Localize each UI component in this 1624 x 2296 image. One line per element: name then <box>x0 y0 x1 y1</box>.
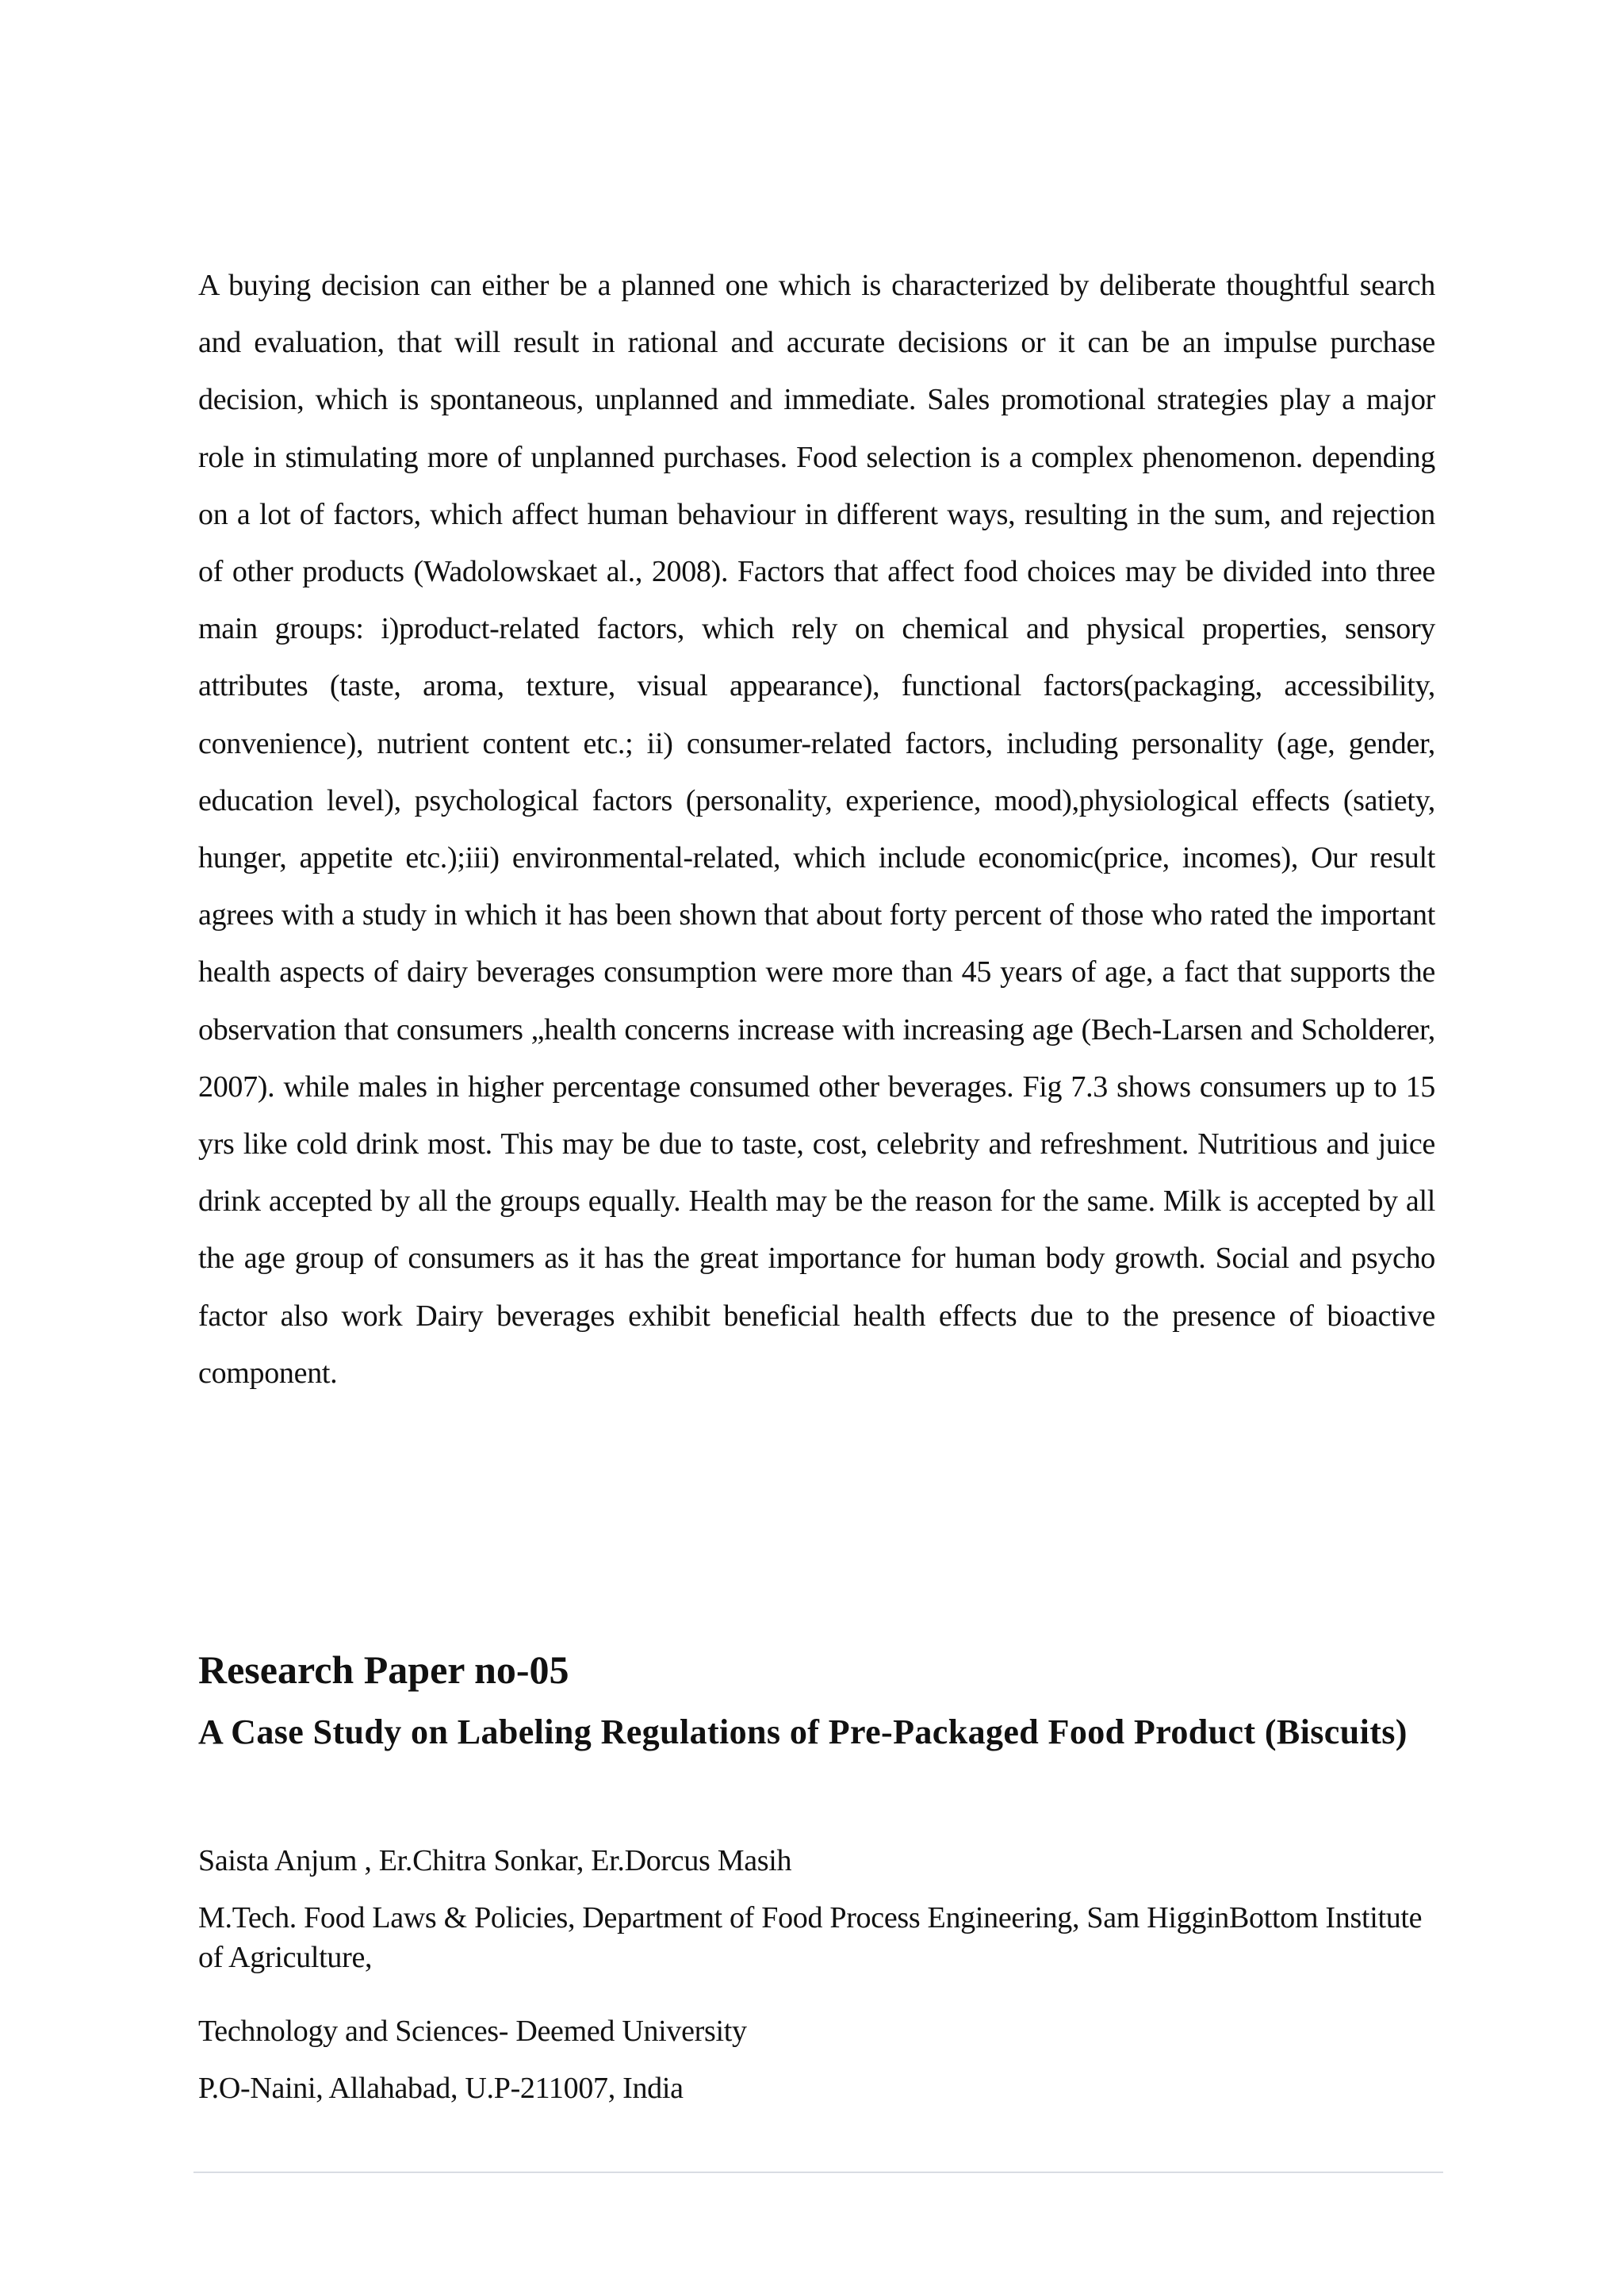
paper-title: A Case Study on Labeling Regulations of Pre-Packaged Food Product (Biscuits) <box>198 1712 1408 1751</box>
body-paragraph: A buying decision can either be a planned one which is characterized by deliberate thoughtful search and evaluation, that will result in rational and accurate decisions or it can be an impulse purchase decision, which is spontaneous, unplanned and immediate. Sales promotional strategies play a major role in stimulating more of unplanned purchases. Food selection is a complex phenomenon. depending on a lot of factors, which affect human behaviour in different ways, resulting in the sum, and rejection of other products (Wadolowskaet al., 2008). Factors that affect food choices may be divided into three main groups: i)product-related factors, which rely on chemical and physical properties, sensory attributes (taste, aroma, texture, visual appearance), functional factors(packaging, accessibility, convenience), nutrient content etc.; ii) consumer-related factors, including personality (age, gender, education level), psychological factors (personality, experience, mood),physiological effects (satiety, hunger, appetite etc.);iii) environmental-related, which include economic(price, incomes), Our result agrees with a study in which it has been shown that about forty percent of those who rated the important health aspects of dairy beverages consumption were more than 45 years of age, a fact that supports the observation that consumers „health concerns increase with increasing age (Bech-Larsen and Scholderer, 2007). while males in higher percentage consumed other beverages. Fig 7.3 shows consumers up to 15 yrs like cold drink most. This may be due to taste, cost, celebrity and refreshment. Nutritious and juice drink accepted by all the groups equally. Health may be the reason for the same. Milk is accepted by all the age group of consumers as it has the great importance for human body growth. Social and psycho factor also work Dairy beverages exhibit beneficial health effects due to the presence of bioactive component. <box>198 269 1435 1390</box>
footer-divider <box>193 2172 1443 2173</box>
paper-affiliation: M.Tech. Food Laws & Policies, Department of Food Process Engineering, Sam HigginBottom Institute of Agriculture, <box>198 1901 1423 1974</box>
paper-heading: Research Paper no-05 <box>198 1647 569 1692</box>
paper-authors: Saista Anjum , Er.Chitra Sonkar, Er.Dorcus Masih <box>198 1844 792 1877</box>
paper-address: P.O-Naini, Allahabad, U.P-211007, India <box>198 2072 684 2105</box>
paper-affiliation-university: Technology and Sciences- Deemed University <box>198 2015 747 2048</box>
